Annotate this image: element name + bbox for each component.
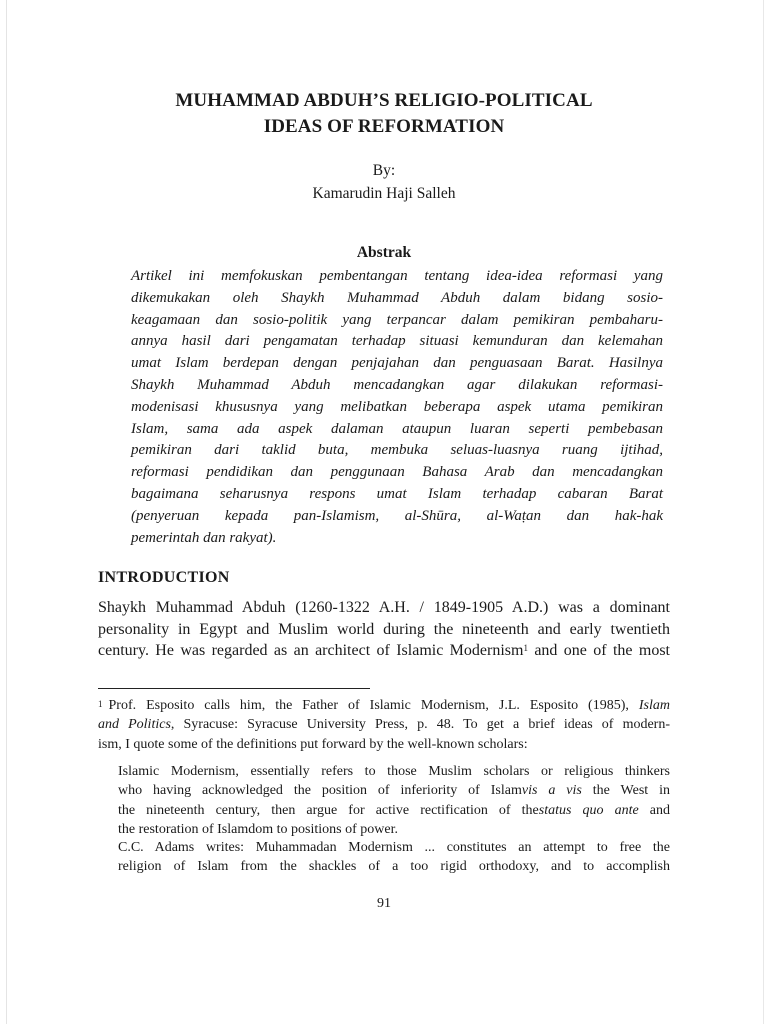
quote-text: the nineteenth century, then argue for active rectification of the bbox=[118, 802, 539, 818]
quote-italic: status quo ante bbox=[538, 802, 639, 818]
abstract-line: bagaimana seharusnya respons umat Islam terhadap cabaran Barat bbox=[131, 485, 663, 502]
abstract-line: (penyeruan kepada pan-Islamism, al-Shūra, al-Waṭan dan hak-hak bbox=[131, 507, 663, 524]
title-line-2: IDEAS OF REFORMATION bbox=[263, 116, 505, 137]
by-label: By: bbox=[372, 162, 396, 179]
quote-italic: vis a vis bbox=[521, 783, 582, 799]
abstract-line: umat Islam berdepan dengan penjajahan dan penguasaan Barat. Hasilnya bbox=[131, 355, 663, 372]
introduction-heading: INTRODUCTION bbox=[98, 569, 230, 586]
abstract-line: Islam, sama ada aspek dalaman ataupun luaran seperti pembebasan bbox=[131, 420, 663, 437]
footnote-text-part: , Syracuse: Syracuse University Press, p. 48. To get a brief ideas of modern- bbox=[170, 717, 670, 733]
block-quote-2 bbox=[118, 838, 670, 877]
quote-line: religion of Islam from the shackles of a too rigid orthodoxy, and to accomplish bbox=[118, 859, 670, 875]
quote-line: Islamic Modernism, essentially refers to those Muslim scholars or religious thinkers bbox=[118, 764, 670, 779]
author-name: Kamarudin Haji Salleh bbox=[312, 185, 456, 202]
intro-text: and one of the most bbox=[527, 642, 670, 660]
footnote-reference: 1 bbox=[523, 643, 528, 654]
quote-line bbox=[118, 781, 670, 800]
intro-line: personality in Egypt and Muslim world during the nineteenth and early twentieth bbox=[98, 620, 670, 638]
intro-line: Shaykh Muhammad Abduh (1260-1322 A.H. / 1849-1905 A.D.) was a dominant bbox=[98, 599, 670, 616]
abstract-line: Artikel ini memfokuskan pembentangan tentang idea-idea reformasi yang bbox=[131, 268, 663, 284]
quote-text: who having acknowledged the position of inferiority of Islam bbox=[118, 783, 522, 799]
footnote-line bbox=[98, 696, 670, 715]
abstract-line: annya hasil dari pengamatan terhadap situasi kemunduran dan kelemahan bbox=[131, 333, 663, 350]
footnote-mark: 1 bbox=[98, 699, 103, 709]
abstract-line: pemikiran dari taklid buta, membuka seluas-luasnya ruang ijtihad, bbox=[131, 442, 663, 459]
quote-line: C.C. Adams writes: Muhammadan Modernism ... constitutes an attempt to free the bbox=[118, 840, 670, 855]
footnote-italic: Islam bbox=[638, 698, 670, 713]
intro-line bbox=[98, 640, 670, 662]
footnote-italic: and Politics bbox=[98, 717, 171, 733]
intro-text: century. He was regarded as an architect of Islamic Modernism bbox=[98, 642, 524, 660]
quote-text: and bbox=[638, 802, 670, 818]
article-title bbox=[96, 88, 672, 140]
footnote-divider bbox=[98, 688, 370, 689]
quote-line bbox=[118, 801, 670, 820]
abstract-line: pemerintah dan rakyat). bbox=[131, 529, 277, 546]
footnote-line bbox=[98, 715, 670, 734]
title-line-1: MUHAMMAD ABDUH’S RELIGIO-POLITICAL bbox=[175, 90, 593, 111]
abstract-line: reformasi pendidikan dan penggunaan Bahasa Arab dan mencadangkan bbox=[131, 464, 663, 481]
introduction-paragraph bbox=[98, 597, 670, 662]
abstract-text bbox=[131, 266, 663, 549]
block-quote-1 bbox=[118, 762, 670, 840]
abstract-heading: Abstrak bbox=[356, 244, 412, 261]
footnote-line: ism, I quote some of the definitions put forward by the well-known scholars: bbox=[98, 736, 528, 752]
page-number: 91 bbox=[377, 896, 391, 911]
page-edge-left bbox=[6, 0, 7, 1024]
page-edge-right bbox=[763, 0, 764, 1024]
quote-line: the restoration of Islamdom to positions of power. bbox=[118, 822, 398, 838]
abstract-line: Shaykh Muhammad Abduh mencadangkan agar dilakukan reformasi- bbox=[131, 376, 663, 393]
footnote-text-part: Prof. Esposito calls him, the Father of Islamic Modernism, J.L. Esposito (1985), bbox=[108, 698, 639, 713]
quote-text: the West in bbox=[581, 783, 670, 799]
abstract-line: keagamaan dan sosio-politik yang terpancar dalam pemikiran pembaharu- bbox=[131, 311, 663, 328]
abstract-line: dikemukakan oleh Shaykh Muhammad Abduh dalam bidang sosio- bbox=[131, 289, 663, 306]
abstract-line: modenisasi khususnya yang melibatkan beberapa aspek utama pemikiran bbox=[131, 398, 663, 415]
footnote-text bbox=[98, 696, 670, 754]
